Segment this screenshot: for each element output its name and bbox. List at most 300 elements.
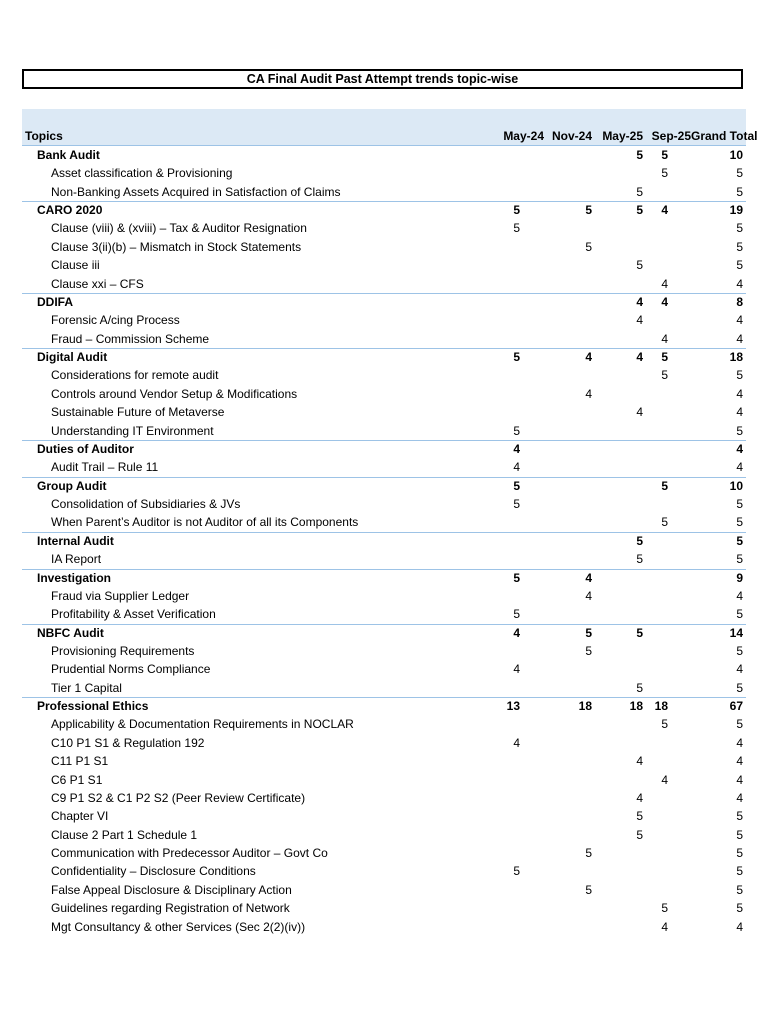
cell-sep25	[643, 183, 668, 201]
cell-nov24	[520, 513, 592, 531]
topic-label: C11 P1 S1	[51, 754, 109, 769]
cell-may25: 18	[629, 699, 643, 714]
cell-may24: 5	[513, 570, 520, 585]
cell-nov24	[520, 789, 592, 807]
cell-total: 5	[736, 901, 743, 916]
table-row	[22, 789, 746, 807]
cell-may24: 4	[513, 460, 520, 475]
topic-label: Clause 2 Part 1 Schedule 1	[51, 827, 198, 842]
cell-total: 5	[736, 864, 743, 879]
cell-nov24	[520, 605, 592, 623]
group-topic-label: Bank Audit	[37, 148, 100, 162]
topic-label: Understanding IT Environment	[51, 423, 214, 438]
cell-sep25: 5	[661, 350, 668, 365]
cell-sep25	[643, 495, 668, 513]
table-row	[22, 513, 746, 531]
topic-label: Consolidation of Subsidiaries & JVs	[51, 497, 241, 512]
cell-may25	[592, 734, 643, 752]
cell-total: 5	[736, 643, 743, 658]
cell-total: 5	[736, 368, 743, 383]
cell-nov24	[520, 164, 592, 182]
cell-nov24	[520, 807, 592, 825]
cell-total: 5	[736, 184, 743, 199]
cell-sep25	[643, 844, 668, 862]
cell-may25	[592, 422, 643, 440]
topic-label: Guidelines regarding Registration of Network	[51, 901, 290, 916]
table-row	[22, 844, 746, 862]
cell-sep25	[643, 219, 668, 237]
cell-may25	[592, 881, 643, 899]
cell-sep25: 4	[661, 203, 668, 218]
topic-label: Considerations for remote audit	[51, 368, 219, 383]
cell-sep25	[643, 550, 668, 568]
cell-sep25	[643, 403, 668, 421]
cell-may25	[592, 587, 643, 605]
table-group-row	[22, 201, 746, 219]
cell-may24	[474, 826, 520, 844]
cell-may25	[592, 918, 643, 936]
table-group-row	[22, 146, 746, 164]
cell-total: 5	[736, 423, 743, 438]
cell-may25: 5	[636, 809, 643, 824]
cell-nov24: 5	[585, 643, 592, 658]
cell-may24	[474, 679, 520, 697]
cell-may24: 5	[513, 350, 520, 365]
cell-sep25	[643, 807, 668, 825]
topic-label: Provisioning Requirements	[51, 643, 195, 658]
cell-nov24	[520, 532, 592, 550]
table-row	[22, 219, 746, 237]
topic-label: Sustainable Future of Metaverse	[51, 405, 225, 420]
header-nov24: Nov-24	[551, 129, 592, 143]
cell-nov24	[520, 366, 592, 384]
cell-sep25: 4	[661, 294, 668, 309]
cell-may25	[592, 238, 643, 256]
cell-may25	[592, 495, 643, 513]
cell-sep25	[643, 458, 668, 476]
cell-sep25	[643, 752, 668, 770]
cell-may25	[592, 164, 643, 182]
cell-sep25	[643, 311, 668, 329]
cell-nov24: 4	[585, 588, 592, 603]
cell-nov24	[520, 275, 592, 293]
cell-total: 4	[736, 405, 743, 420]
cell-may25	[592, 275, 643, 293]
cell-nov24	[520, 862, 592, 880]
cell-may25	[592, 458, 643, 476]
cell-sep25: 5	[661, 901, 668, 916]
cell-sep25	[643, 385, 668, 403]
cell-may25	[592, 513, 643, 531]
cell-total: 4	[736, 588, 743, 603]
cell-may24	[474, 899, 520, 917]
header-may24: May-24	[503, 129, 544, 143]
cell-nov24	[520, 550, 592, 568]
table-group-row	[22, 697, 746, 715]
cell-total: 5	[736, 515, 743, 530]
cell-may25: 5	[636, 184, 643, 199]
group-topic-label: Duties of Auditor	[37, 441, 134, 456]
cell-nov24	[520, 477, 592, 495]
cell-may24	[474, 715, 520, 733]
topic-label: Chapter VI	[51, 809, 109, 824]
cell-may25	[592, 715, 643, 733]
table-row	[22, 275, 746, 293]
cell-may24	[474, 918, 520, 936]
table-row	[22, 164, 746, 182]
group-topic-label: DDIFA	[37, 294, 73, 309]
cell-nov24	[520, 679, 592, 697]
cell-sep25	[643, 734, 668, 752]
cell-may24	[474, 256, 520, 274]
cell-may24: 5	[513, 221, 520, 236]
cell-total: 5	[736, 846, 743, 861]
cell-nov24: 5	[585, 203, 592, 218]
topic-label: Clause 3(ii)(b) – Mismatch in Stock Statements	[51, 239, 302, 254]
table-row	[22, 807, 746, 825]
cell-may25	[592, 844, 643, 862]
topic-label: Fraud via Supplier Ledger	[51, 588, 190, 603]
cell-sep25	[643, 256, 668, 274]
cell-nov24	[520, 219, 592, 237]
cell-may25	[592, 862, 643, 880]
topic-label: IA Report	[51, 552, 102, 567]
table-row	[22, 771, 746, 789]
cell-may25	[592, 899, 643, 917]
header-sep25: Sep-25	[651, 129, 691, 143]
cell-total: 5	[736, 680, 743, 695]
table-row	[22, 550, 746, 568]
cell-nov24	[520, 440, 592, 458]
table-row	[22, 587, 746, 605]
cell-total: 5	[736, 552, 743, 567]
cell-may25	[592, 660, 643, 678]
cell-total: 8	[736, 294, 743, 309]
cell-may24	[474, 183, 520, 201]
topic-label: Tier 1 Capital	[51, 680, 122, 695]
table-row	[22, 862, 746, 880]
cell-nov24: 5	[585, 846, 592, 861]
cell-total: 14	[729, 625, 743, 640]
cell-sep25	[643, 569, 668, 587]
cell-may25: 4	[636, 754, 643, 769]
cell-total: 5	[736, 239, 743, 254]
cell-total: 5	[736, 809, 743, 824]
cell-nov24	[520, 771, 592, 789]
cell-nov24	[520, 899, 592, 917]
group-topic-label: Investigation	[37, 570, 112, 585]
topic-label: C10 P1 S1 & Regulation 192	[51, 735, 205, 750]
cell-may24	[474, 550, 520, 568]
cell-may25: 5	[636, 533, 643, 548]
table-row	[22, 385, 746, 403]
cell-may25: 4	[636, 405, 643, 420]
topic-label: Profitability & Asset Verification	[51, 607, 216, 622]
cell-total: 4	[736, 790, 743, 805]
cell-may24: 5	[513, 607, 520, 622]
cell-sep25	[643, 642, 668, 660]
table-row	[22, 495, 746, 513]
cell-nov24: 4	[585, 386, 592, 401]
topic-label: Clause xxi – CFS	[51, 276, 144, 291]
cell-may24	[474, 789, 520, 807]
cell-total: 4	[736, 441, 743, 456]
cell-sep25	[643, 881, 668, 899]
topic-label: Controls around Vendor Setup & Modifications	[51, 386, 298, 401]
table-group-row	[22, 532, 746, 550]
cell-may25: 5	[636, 148, 643, 162]
group-topic-label: Group Audit	[37, 478, 107, 493]
topic-label: Prudential Norms Compliance	[51, 662, 211, 677]
cell-sep25	[643, 679, 668, 697]
cell-may25	[592, 771, 643, 789]
table-row	[22, 715, 746, 733]
cell-sep25: 5	[661, 515, 668, 530]
cell-may24: 13	[506, 699, 520, 714]
cell-sep25: 5	[661, 166, 668, 181]
cell-nov24	[520, 495, 592, 513]
cell-sep25: 4	[661, 772, 668, 787]
cell-nov24	[520, 826, 592, 844]
cell-total: 4	[736, 919, 743, 934]
cell-sep25	[643, 605, 668, 623]
cell-total: 10	[729, 478, 743, 493]
cell-total: 4	[736, 313, 743, 328]
cell-may24: 4	[513, 735, 520, 750]
cell-total: 4	[736, 754, 743, 769]
cell-sep25	[643, 789, 668, 807]
cell-may24	[474, 642, 520, 660]
cell-may25: 4	[636, 350, 643, 365]
table-row	[22, 734, 746, 752]
cell-total: 4	[736, 735, 743, 750]
cell-sep25	[643, 826, 668, 844]
cell-may25: 5	[636, 203, 643, 218]
group-topic-label: CARO 2020	[37, 203, 103, 218]
cell-sep25: 5	[661, 717, 668, 732]
cell-sep25: 4	[661, 331, 668, 346]
cell-sep25: 4	[661, 919, 668, 934]
cell-nov24	[520, 293, 592, 311]
cell-may25: 5	[636, 625, 643, 640]
table-row	[22, 256, 746, 274]
document-title: CA Final Audit Past Attempt trends topic-wise	[22, 69, 743, 89]
topic-label: Non-Banking Assets Acquired in Satisfaction of Claims	[51, 184, 341, 199]
cell-nov24	[520, 146, 592, 164]
cell-may25	[592, 440, 643, 458]
cell-total: 5	[736, 221, 743, 236]
cell-total: 5	[736, 717, 743, 732]
table-row	[22, 918, 746, 936]
topic-label: When Parent’s Auditor is not Auditor of all its Components	[51, 515, 359, 530]
table-group-row	[22, 348, 746, 366]
table-row	[22, 458, 746, 476]
cell-total: 19	[729, 203, 743, 218]
cell-may24	[474, 293, 520, 311]
topic-label: Clause iii	[51, 258, 100, 273]
cell-sep25	[643, 422, 668, 440]
cell-total: 5	[736, 166, 743, 181]
cell-nov24	[520, 403, 592, 421]
cell-total: 5	[736, 497, 743, 512]
topic-label: C6 P1 S1	[51, 772, 103, 787]
topic-label: Audit Trail – Rule 11	[51, 460, 159, 475]
cell-may25: 5	[636, 552, 643, 567]
cell-may24	[474, 513, 520, 531]
table-group-row	[22, 477, 746, 495]
topic-label: Applicability & Documentation Requirements in NOCLAR	[51, 717, 354, 732]
cell-may24	[474, 881, 520, 899]
table-group-row	[22, 624, 746, 642]
cell-nov24: 4	[585, 570, 592, 585]
cell-may24	[474, 403, 520, 421]
header-topics: Topics	[25, 129, 63, 143]
table-row	[22, 238, 746, 256]
cell-sep25: 5	[661, 368, 668, 383]
cell-nov24	[520, 660, 592, 678]
cell-may24	[474, 366, 520, 384]
cell-nov24: 5	[585, 625, 592, 640]
cell-total: 5	[736, 533, 743, 548]
table-group-row	[22, 293, 746, 311]
cell-nov24	[520, 715, 592, 733]
cell-nov24	[520, 458, 592, 476]
table-row	[22, 881, 746, 899]
cell-may24	[474, 752, 520, 770]
cell-may24	[474, 275, 520, 293]
cell-sep25: 5	[661, 478, 668, 493]
cell-nov24	[520, 311, 592, 329]
cell-nov24	[520, 918, 592, 936]
group-topic-label: Professional Ethics	[37, 699, 149, 714]
cell-may24: 4	[513, 662, 520, 677]
cell-may25	[592, 569, 643, 587]
cell-may24	[474, 311, 520, 329]
group-topic-label: NBFC Audit	[37, 625, 104, 640]
group-topic-label: Digital Audit	[37, 350, 108, 365]
table-header-row	[22, 127, 758, 146]
topic-label: Communication with Predecessor Auditor – Govt Co	[51, 846, 328, 861]
cell-may25: 4	[636, 313, 643, 328]
cell-may24	[474, 807, 520, 825]
cell-nov24: 5	[585, 239, 592, 254]
topic-label: Confidentiality – Disclosure Conditions	[51, 864, 256, 879]
cell-may25: 5	[636, 827, 643, 842]
topic-label: False Appeal Disclosure & Disciplinary Action	[51, 882, 292, 897]
cell-may24: 5	[513, 203, 520, 218]
cell-total: 5	[736, 607, 743, 622]
cell-may25	[592, 642, 643, 660]
table-row	[22, 422, 746, 440]
cell-nov24	[520, 256, 592, 274]
cell-may25: 5	[636, 258, 643, 273]
cell-may24: 5	[513, 423, 520, 438]
cell-nov24: 18	[578, 699, 592, 714]
topic-label: C9 P1 S2 & C1 P2 S2 (Peer Review Certificate)	[51, 790, 306, 805]
cell-may25	[592, 477, 643, 495]
cell-sep25	[643, 660, 668, 678]
header-may25: May-25	[602, 129, 643, 143]
cell-may24	[474, 146, 520, 164]
cell-may25	[592, 330, 643, 348]
table-row	[22, 183, 746, 201]
cell-total: 4	[736, 460, 743, 475]
cell-sep25: 5	[661, 148, 668, 162]
cell-may24	[474, 844, 520, 862]
cell-may24: 5	[513, 478, 520, 493]
cell-total: 4	[736, 772, 743, 787]
cell-may25	[592, 605, 643, 623]
table-row	[22, 605, 746, 623]
cell-may24	[474, 238, 520, 256]
cell-nov24	[520, 183, 592, 201]
cell-sep25	[643, 587, 668, 605]
cell-sep25	[643, 862, 668, 880]
cell-may24	[474, 532, 520, 550]
cell-nov24	[520, 330, 592, 348]
table-row	[22, 826, 746, 844]
cell-total: 5	[736, 882, 743, 897]
cell-may24: 5	[513, 497, 520, 512]
table-row	[22, 366, 746, 384]
table-row	[22, 403, 746, 421]
cell-may24: 4	[513, 625, 520, 640]
cell-may25	[592, 385, 643, 403]
cell-total: 67	[729, 699, 743, 714]
header-band	[22, 109, 746, 127]
table-row	[22, 679, 746, 697]
cell-may25	[592, 219, 643, 237]
cell-total: 9	[736, 570, 743, 585]
topic-label: Asset classification & Provisioning	[51, 166, 233, 181]
cell-may25: 4	[636, 294, 643, 309]
cell-sep25	[643, 532, 668, 550]
cell-sep25: 4	[661, 276, 668, 291]
cell-total: 10	[729, 148, 743, 162]
header-grand-total: Grand Total	[691, 129, 758, 143]
cell-sep25: 18	[654, 699, 668, 714]
cell-nov24: 4	[585, 350, 592, 365]
table-row	[22, 660, 746, 678]
cell-may24: 5	[513, 864, 520, 879]
cell-total: 4	[736, 331, 743, 346]
cell-may25	[592, 366, 643, 384]
topic-label: Fraud – Commission Scheme	[51, 331, 210, 346]
table-row	[22, 752, 746, 770]
cell-may24	[474, 330, 520, 348]
cell-total: 4	[736, 276, 743, 291]
cell-total: 5	[736, 827, 743, 842]
cell-nov24: 5	[585, 882, 592, 897]
cell-sep25	[643, 624, 668, 642]
topic-label: Forensic A/cing Process	[51, 313, 180, 328]
table-row	[22, 311, 746, 329]
cell-may24: 4	[513, 441, 520, 456]
cell-may24	[474, 771, 520, 789]
cell-may25: 4	[636, 790, 643, 805]
cell-nov24	[520, 752, 592, 770]
table-row	[22, 330, 746, 348]
group-topic-label: Internal Audit	[37, 533, 114, 548]
cell-total: 4	[736, 662, 743, 677]
cell-sep25	[643, 238, 668, 256]
table-group-row	[22, 440, 746, 458]
table-group-row	[22, 569, 746, 587]
cell-may24	[474, 587, 520, 605]
cell-total: 4	[736, 386, 743, 401]
cell-sep25	[643, 440, 668, 458]
cell-may24	[474, 385, 520, 403]
